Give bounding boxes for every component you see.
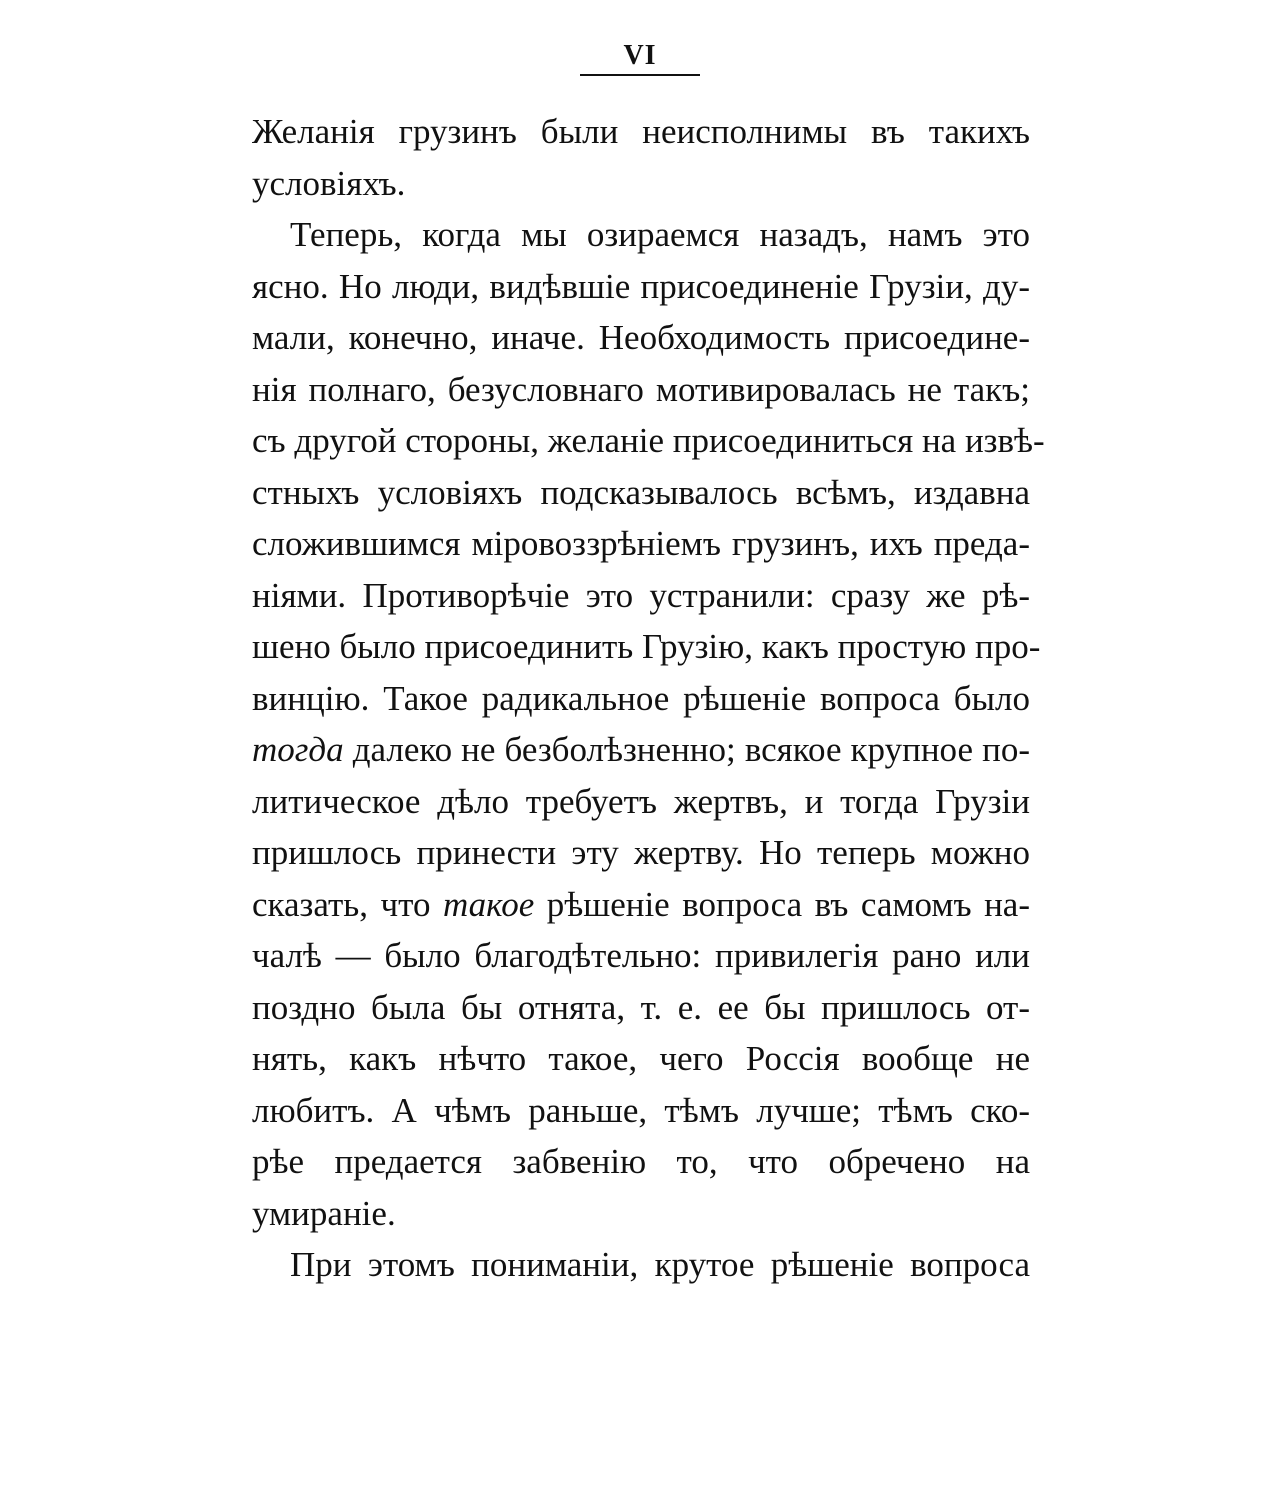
text-span: рѣшеніе вопроса въ самомъ на- [534,885,1030,924]
header-rule [580,74,700,76]
italic-word: такое [442,885,535,924]
text-line: рѣе предается забвенію то, что обречено на [252,1142,1030,1181]
page-number: VI [623,40,657,71]
text-line: условіяхъ. [252,164,406,203]
text-line: литическое дѣло требуетъ жертвъ, и тогда Грузіи [252,782,1030,821]
text-line: Теперь, когда мы озираемся назадъ, намъ это [290,215,1030,254]
text-line: Желанія грузинъ были неисполнимы въ такихъ [252,112,1030,151]
text-line: нія полнаго, безусловнаго мотивировалась не такъ; [252,370,1030,409]
text-line: стныхъ условіяхъ подсказывалось всѣмъ, издавна [252,473,1030,512]
text-line [252,879,1030,931]
text-line: чалѣ — было благодѣтельно: привилегія рано или [252,936,1030,975]
text-line: любитъ. А чѣмъ раньше, тѣмъ лучше; тѣмъ ско- [252,1091,1030,1130]
text-line: поздно была бы отнята, т. е. ее бы пришлось от- [252,988,1030,1027]
text-line: При этомъ пониманіи, крутое рѣшеніе вопроса [290,1245,1030,1284]
text-line: пришлось принести эту жертву. Но теперь можно [252,833,1030,872]
text-line: умираніе. [252,1194,396,1233]
text-span: далеко не безболѣзненно; всякое крупное по- [343,730,1030,769]
text-line: сложившимся міровоззрѣніемъ грузинъ, ихъ преда- [252,524,1030,563]
text-line: шено было присоединить Грузію, какъ простую про- [252,627,1041,666]
italic-word: тогда [252,730,344,769]
text-line: съ другой стороны, желаніе присоединиться на извѣ- [252,421,1045,460]
text-line: винцію. Такое радикальное рѣшеніе вопроса было [252,679,1030,718]
text-line: ніями. Противорѣчіе это устранили: сразу же рѣ- [252,576,1030,615]
text-line [252,724,1030,776]
text-line: ясно. Но люди, видѣвшіе присоединеніе Грузіи, ду- [252,267,1030,306]
text-line: нять, какъ нѣчто такое, чего Россія вообще не [252,1039,1030,1078]
text-line: мали, конечно, иначе. Необходимость присоедине- [252,318,1030,357]
text-span: сказать, что [252,885,443,924]
